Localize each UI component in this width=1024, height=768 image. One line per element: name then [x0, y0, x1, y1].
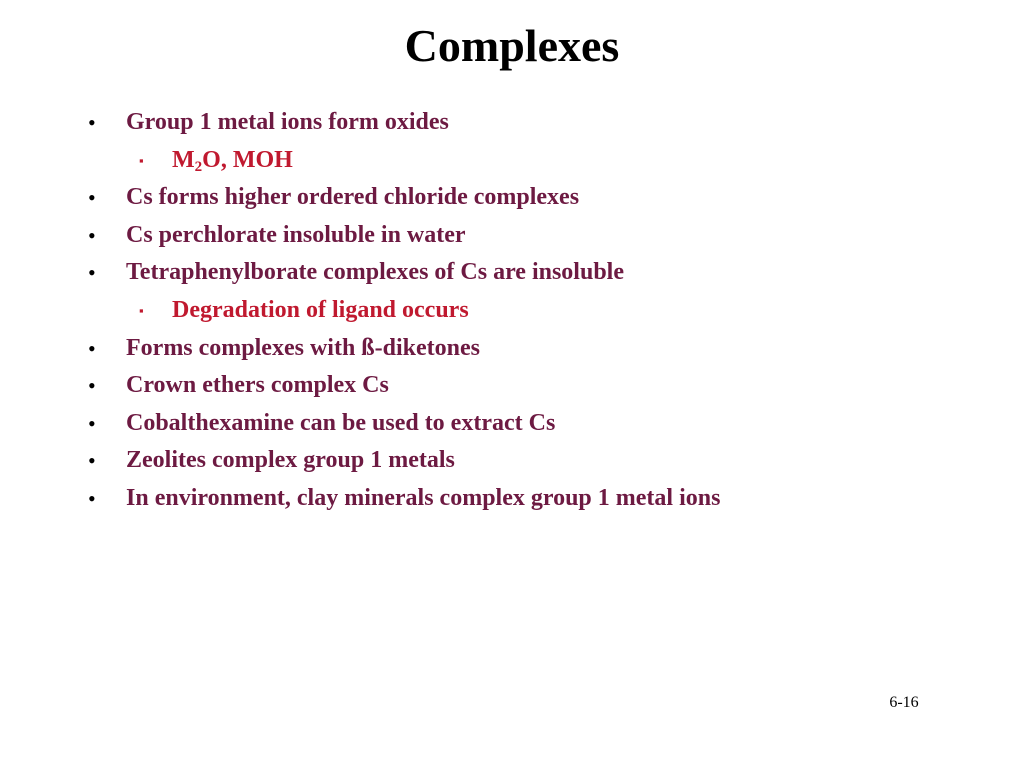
bullet-marker: • — [88, 448, 96, 474]
bullet-text: Zeolites complex group 1 metals — [126, 447, 455, 474]
bullet-marker: • — [88, 410, 96, 436]
bullet-text: Cs forms higher ordered chloride complexes — [126, 184, 580, 211]
bullet-list — [0, 104, 1024, 518]
bullet-marker: • — [88, 260, 96, 286]
bullet-item — [0, 179, 1024, 217]
bullet-item — [0, 104, 1024, 142]
bullet-marker: • — [88, 335, 96, 361]
sub-bullet-item — [0, 292, 1024, 330]
formula-part: M — [172, 146, 195, 173]
bullet-marker: • — [88, 485, 96, 511]
sub-bullet-marker: ▪ — [139, 152, 144, 168]
bullet-item — [0, 480, 1024, 518]
bullet-item — [0, 217, 1024, 255]
bullet-text: In environment, clay minerals complex group 1 metal ions — [126, 484, 721, 511]
page-number: 6-16 — [889, 694, 919, 711]
bullet-item — [0, 405, 1024, 443]
bullet-item — [0, 442, 1024, 480]
sub-bullet-text: Degradation of ligand occurs — [172, 296, 469, 323]
bullet-text: Cs perchlorate insoluble in water — [126, 221, 466, 248]
bullet-item — [0, 367, 1024, 405]
sub-bullet-item — [0, 142, 1024, 180]
bullet-text: Tetraphenylborate complexes of Cs are insoluble — [126, 259, 624, 286]
formula-part: O, MOH — [202, 146, 293, 173]
sub-bullet-text — [172, 142, 293, 180]
bullet-text: Cobalthexamine can be used to extract Cs — [126, 409, 556, 436]
slide-title: Complexes — [404, 20, 620, 71]
bullet-text: Crown ethers complex Cs — [126, 372, 389, 399]
sub-bullet-marker: ▪ — [139, 302, 144, 318]
bullet-text: Forms complexes with ß-diketones — [126, 334, 480, 361]
bullet-text: Group 1 metal ions form oxides — [126, 109, 449, 135]
bullet-marker: • — [88, 222, 96, 248]
bullet-marker: • — [88, 110, 96, 135]
bullet-marker: • — [88, 373, 96, 399]
bullet-item — [0, 254, 1024, 292]
bullet-item — [0, 330, 1024, 368]
formula-subscript: 2 — [194, 158, 203, 175]
bullet-marker: • — [88, 185, 96, 211]
